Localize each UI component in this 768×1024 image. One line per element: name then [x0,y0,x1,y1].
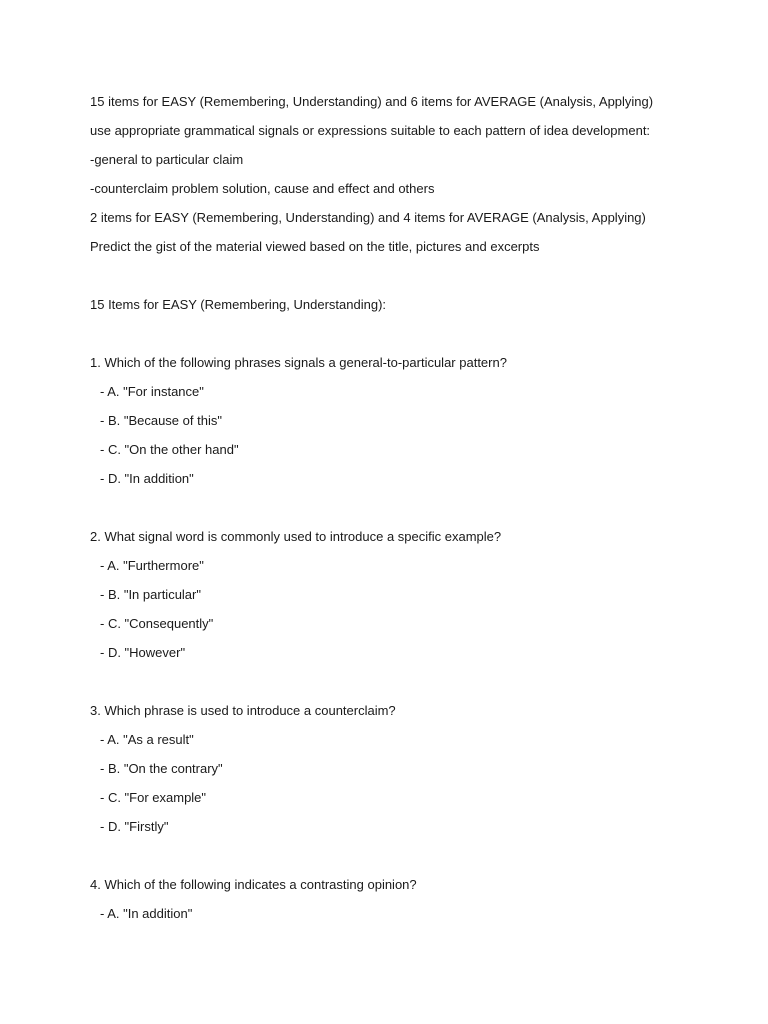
document-page [90,92,710,933]
answer-option: - B. "On the contrary" [100,761,223,776]
answer-option: - D. "However" [100,645,186,660]
answer-option: - C. "On the other hand" [100,442,239,457]
answer-option: - C. "For example" [100,790,207,805]
answer-option: - A. "As a result" [100,732,194,747]
answer-option: - B. "Because of this" [100,413,222,428]
spacer [90,324,710,353]
section-heading: 15 Items for EASY (Remembering, Understanding): [90,297,387,312]
question-block [90,527,710,672]
answer-option: - C. "Consequently" [100,616,214,631]
spacer [90,266,710,295]
intro-line-1: 15 items for EASY (Remembering, Understanding) and 6 items for AVERAGE (Analysis, Applying) [90,94,654,109]
spacer [90,672,710,701]
intro-line-5: 2 items for EASY (Remembering, Understanding) and 4 items for AVERAGE (Analysis, Applying) [90,210,646,225]
intro-line-4: -counterclaim problem solution, cause and effect and others [90,181,435,196]
intro-line-6: Predict the gist of the material viewed based on the title, pictures and excerpts [90,239,540,254]
answer-option: - A. "For instance" [100,384,204,399]
answer-option: - D. "Firstly" [100,819,169,834]
answer-option: - A. "In addition" [100,906,193,921]
spacer [90,498,710,527]
answer-option: - B. "In particular" [100,587,201,602]
question-text: 1. Which of the following phrases signals a general-to-particular pattern? [90,355,507,370]
intro-line-3: -general to particular claim [90,152,244,167]
question-block [90,875,710,933]
intro-line-2: use appropriate grammatical signals or expressions suitable to each pattern of idea development: [90,123,651,138]
spacer [90,846,710,875]
question-block [90,353,710,498]
answer-option: - D. "In addition" [100,471,194,486]
question-text: 2. What signal word is commonly used to introduce a specific example? [90,529,502,544]
answer-option: - A. "Furthermore" [100,558,204,573]
question-block [90,701,710,846]
question-text: 3. Which phrase is used to introduce a counterclaim? [90,703,396,718]
question-text: 4. Which of the following indicates a contrasting opinion? [90,877,417,892]
